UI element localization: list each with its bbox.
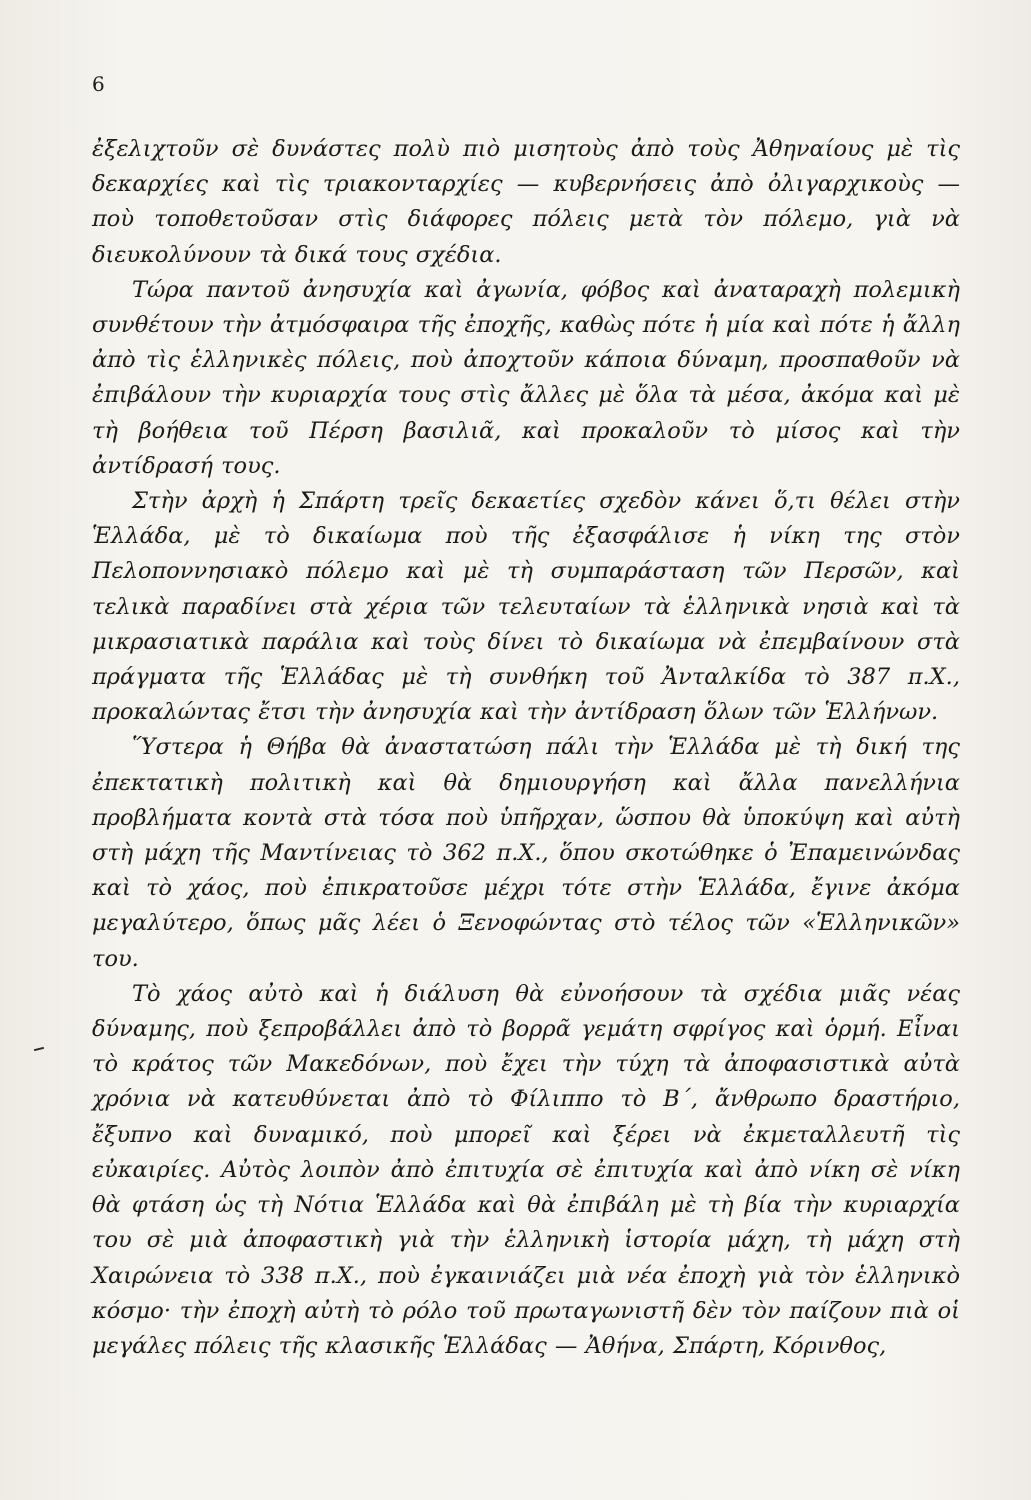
paragraph-2: Τώρα παντοῦ ἀνησυχία καὶ ἀγωνία, φόβος καὶ ἀναταραχὴ πολεμικὴ συνθέτουν τὴν ἀτμόσφαιρα τῆς ἐποχῆς, καθὼς πότε ἡ μία καὶ πότε ἡ ἄλλη ἀπὸ τὶς ἑλληνικὲς πόλεις, ποὺ ἀποχτοῦν κάποια δύναμη, προσπαθοῦν νὰ ἐπιβάλουν τὴν κυριαρχία τους στὶς ἄλλες μὲ ὅλα τὰ μέσα, ἀκόμα καὶ μὲ τὴ βοήθεια τοῦ Πέρση βασιλιᾶ, καὶ προκαλοῦν τὸ μίσος καὶ τὴν ἀντίδρασή τους.	[92, 276, 960, 479]
paragraph-5: Τὸ χάος αὐτὸ καὶ ἡ διάλυση θὰ εὐνοήσουν τὰ σχέδια μιᾶς νέας δύναμης, ποὺ ξεπροβάλλει ἀπὸ τὸ βορρᾶ γεμάτη σφρίγος καὶ ὁρμή. Εἶναι τὸ κράτος τῶν Μακεδόνων, ποὺ ἔχει τὴν τύχη τὰ ἀποφασιστικὰ αὐτὰ χρόνια νὰ κατευθύνεται ἀπὸ τὸ Φίλιππο τὸ Β΄, ἄνθρωπο δραστήριο, ἔξυπνο καὶ δυναμικό, ποὺ μπορεῖ καὶ ξέρει νὰ ἐκμεταλλευτῆ τὶς εὐκαιρίες. Αὐτὸς λοιπὸν ἀπὸ ἐπιτυχία σὲ ἐπιτυχία καὶ ἀπὸ νίκη σὲ νίκη θὰ φτάση ὡς τὴ Νότια Ἑλλάδα καὶ θὰ ἐπιβάλη μὲ τὴ βία τὴν κυριαρχία του σὲ μιὰ ἀποφαστικὴ γιὰ τὴν ἑλληνικὴ ἱστορία μάχη, τὴ μάχη στὴ Χαιρώνεια τὸ 338 π.Χ., ποὺ ἐγκαινιάζει μιὰ νέα ἐποχὴ γιὰ τὸν ἑλληνικὸ κόσμο· τὴν ἐποχὴ αὐτὴ τὸ ρόλο τοῦ πρωταγωνιστῆ δὲν τὸν παίζουν πιὰ οἱ μεγάλες πόλεις τῆς κλασικῆς Ἑλλάδας — Ἀθήνα, Σπάρτη, Κόρινθος,	[92, 980, 960, 1359]
margin-mark	[34, 1047, 44, 1051]
paragraph-1: ἐξελιχτοῦν σὲ δυνάστες πολὺ πιὸ μισητοὺς ἀπὸ τοὺς Ἀθηναίους μὲ τὶς δεκαρχίες καὶ τὶς τριακονταρχίες — κυβερνήσεις ἀπὸ ὀλιγαρχικοὺς — ποὺ τοποθετοῦσαν στὶς διάφορες πόλεις μετὰ τὸν πόλεμο, γιὰ νὰ διευκολύνουν τὰ δικά τους σχέδια.	[92, 136, 960, 268]
paragraph-4: Ὕστερα ἡ Θήβα θὰ ἀναστατώση πάλι τὴν Ἑλλάδα μὲ τὴ δική της ἐπεκτατικὴ πολιτικὴ καὶ θὰ δημιουργήση καὶ ἄλλα πανελλήνια προβλήματα κοντὰ στὰ τόσα ποὺ ὑπῆρχαν, ὥσπου θὰ ὑποκύψη καὶ αὐτὴ στὴ μάχη τῆς Μαντίνειας τὸ 362 π.Χ., ὅπου σκοτώθηκε ὁ Ἐπαμεινώνδας καὶ τὸ χάος, ποὺ ἐπικρατοῦσε μέχρι τότε στὴν Ἑλλάδα, ἔγινε ἀκόμα μεγαλύτερο, ὅπως μᾶς λέει ὁ Ξενοφώντας στὸ τέλος τῶν «Ἑλληνικῶν» του.	[92, 734, 960, 972]
body-text	[92, 132, 960, 1364]
page-number: 6	[92, 72, 105, 96]
paragraph-3: Στὴν ἀρχὴ ἡ Σπάρτη τρεῖς δεκαετίες σχεδὸν κάνει ὅ,τι θέλει στὴν Ἑλλάδα, μὲ τὸ δικαίωμα ποὺ τῆς ἐξασφάλισε ἡ νίκη της στὸν Πελοποννησιακὸ πόλεμο καὶ μὲ τὴ συμπαράσταση τῶν Περσῶν, καὶ τελικὰ παραδίνει στὰ χέρια τῶν τελευταίων τὰ ἑλληνικὰ νησιὰ καὶ τὰ μικρασιατικὰ παράλια καὶ τοὺς δίνει τὸ δικαίωμα νὰ ἐπεμβαίνουν στὰ πράγματα τῆς Ἑλλάδας μὲ τὴ συνθήκη τοῦ Ἀνταλκίδα τὸ 387 π.Χ., προκαλώντας ἔτσι τὴν ἀνησυχία καὶ τὴν ἀντίδραση ὅλων τῶν Ἑλλήνων.	[92, 488, 960, 726]
